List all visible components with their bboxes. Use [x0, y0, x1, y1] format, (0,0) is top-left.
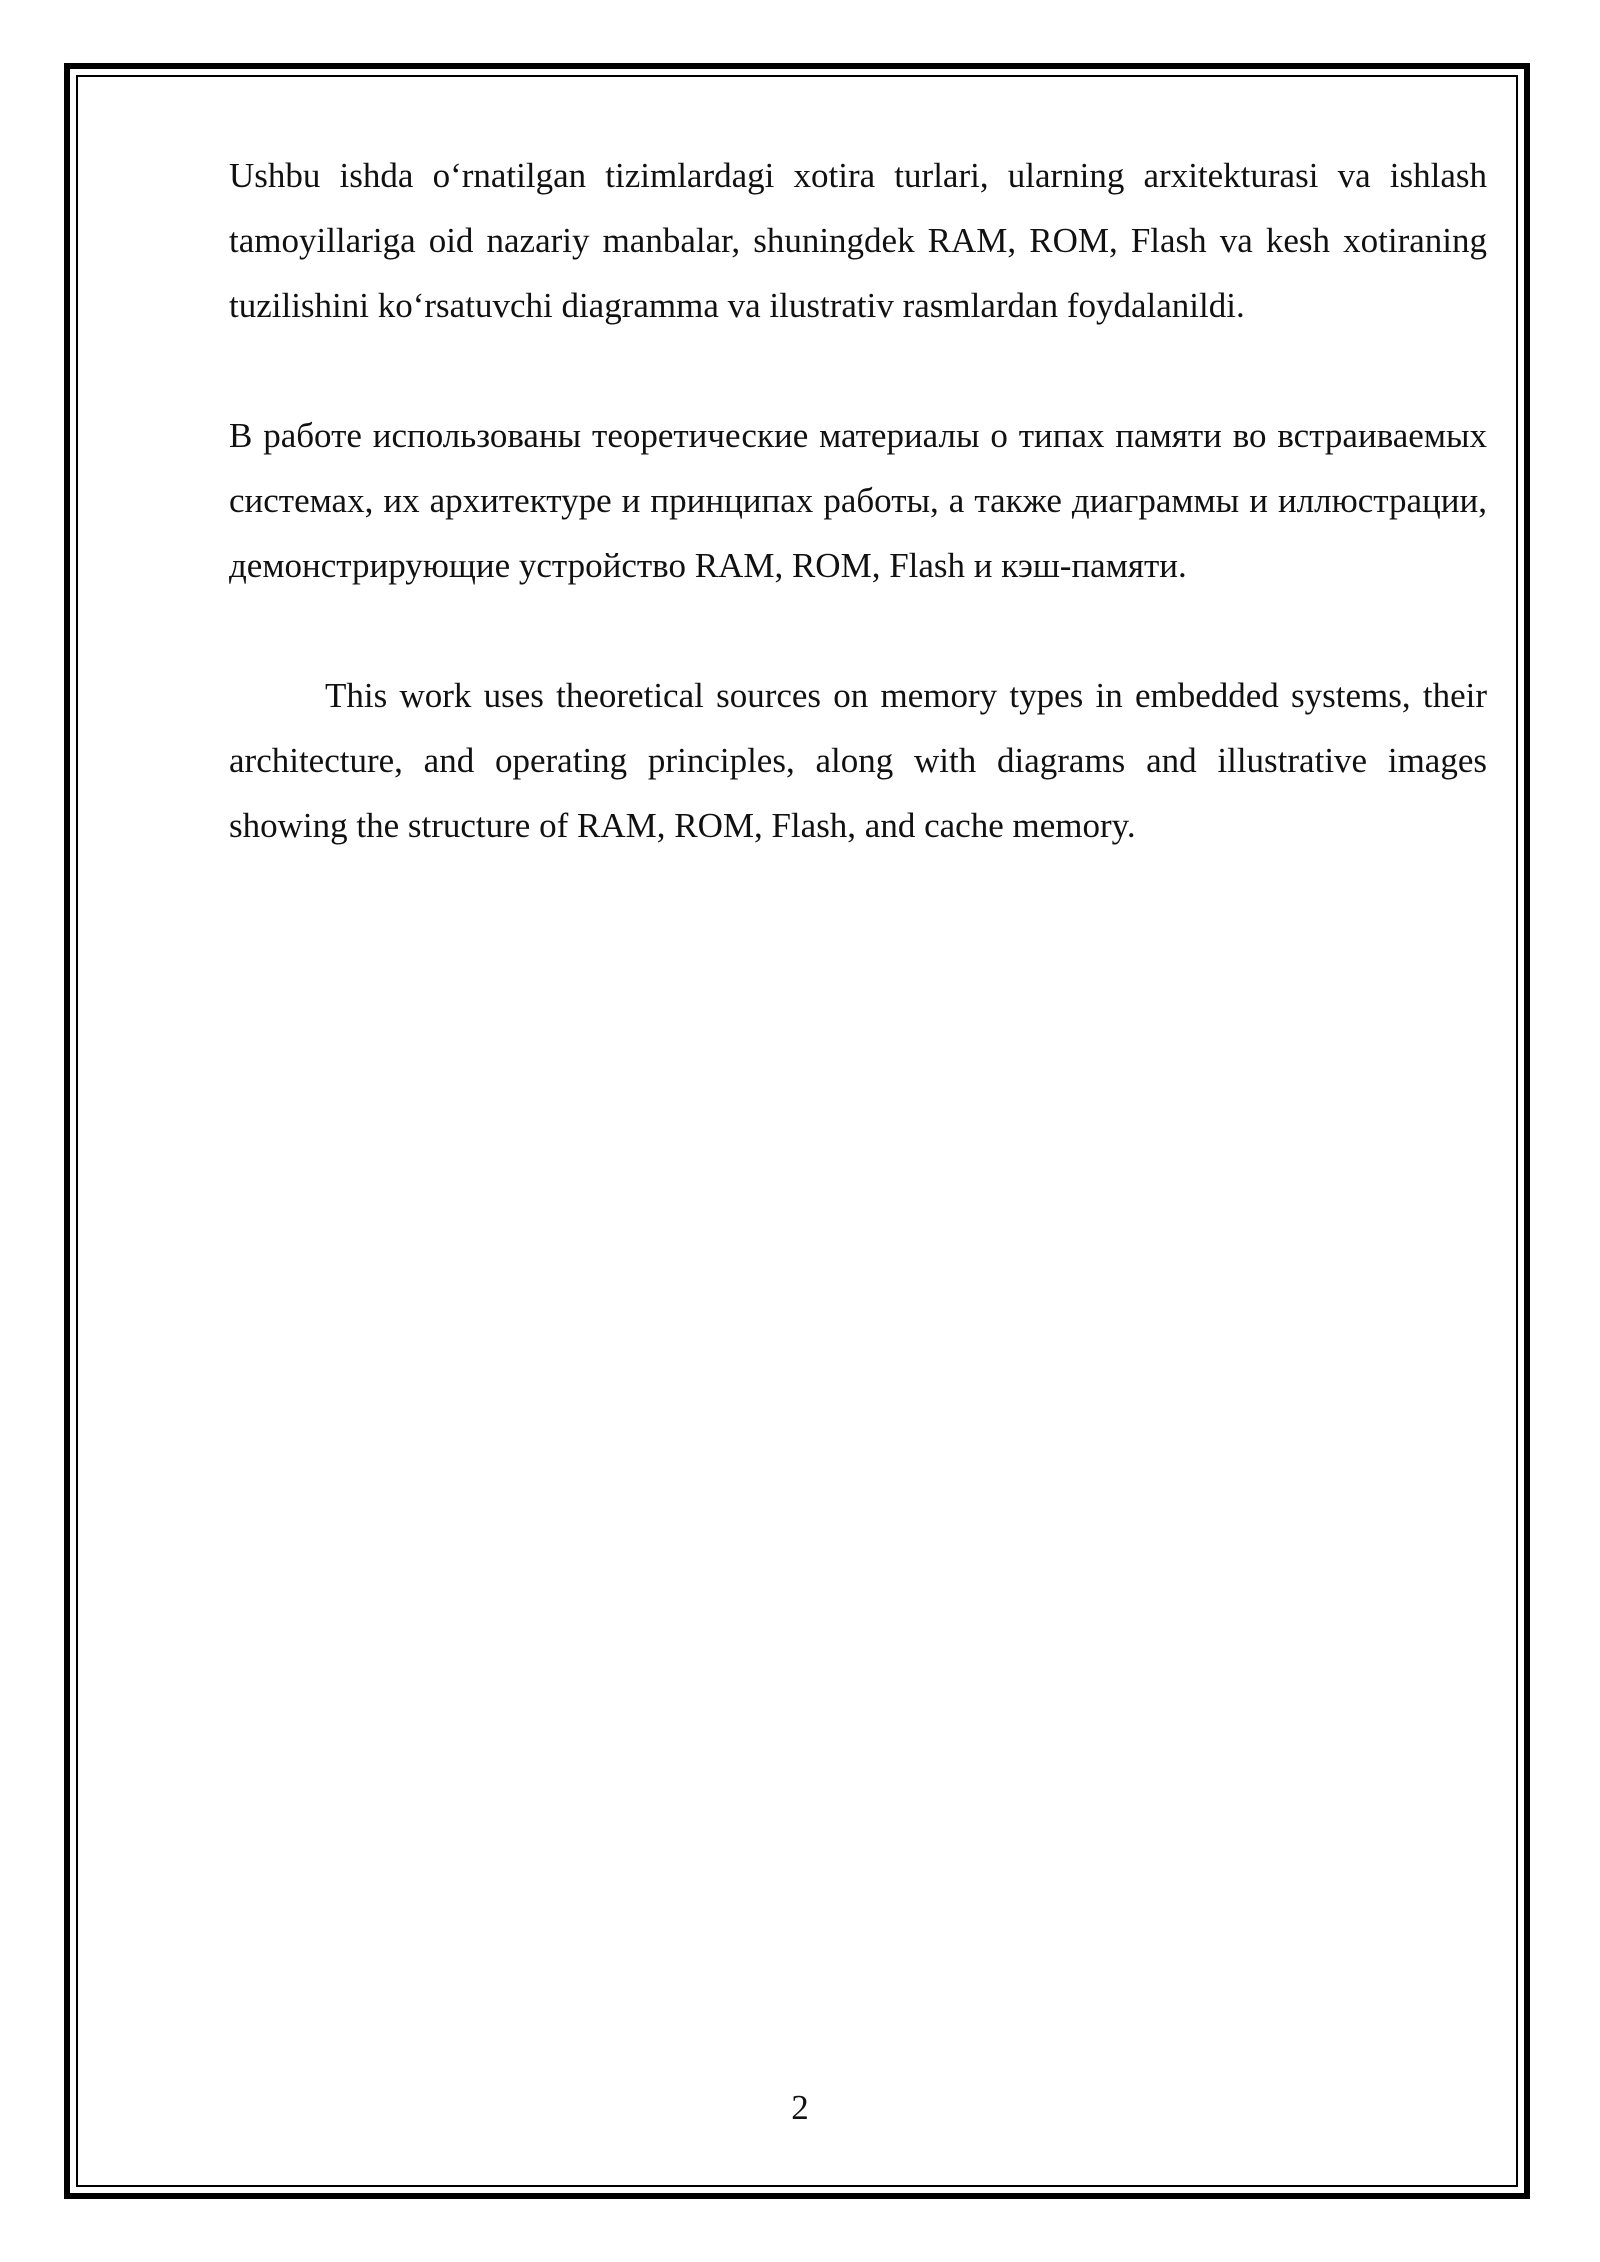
paragraph-russian: В работе использованы теоретические материалы о типах памяти во встраиваемых системах, их архитектуре и принципах работы, а также диаграммы и иллюстрации, демонстрирующие устройство RAM, ROM, Flash и кэш-памяти. — [229, 416, 1487, 585]
document-body — [229, 143, 1487, 858]
paragraph-uzbek: Ushbu ishda o‘rnatilgan tizimlardagi xotira turlari, ularning arxitekturasi va ishlash tamoyillariga oid nazariy manbalar, shuningdek RAM, ROM, Flash va kesh xotiraning tuzilishini ko‘rsatuvchi diagramma va ilustrativ rasmlardan foydalanildi. — [229, 156, 1487, 325]
page-number: 2 — [791, 2088, 809, 2127]
paragraph-english: This work uses theoretical sources on memory types in embedded systems, their architecture, and operating principles, along with diagrams and illustrative images showing the structure of RAM, ROM, Flash, and cache memory. — [229, 676, 1487, 845]
